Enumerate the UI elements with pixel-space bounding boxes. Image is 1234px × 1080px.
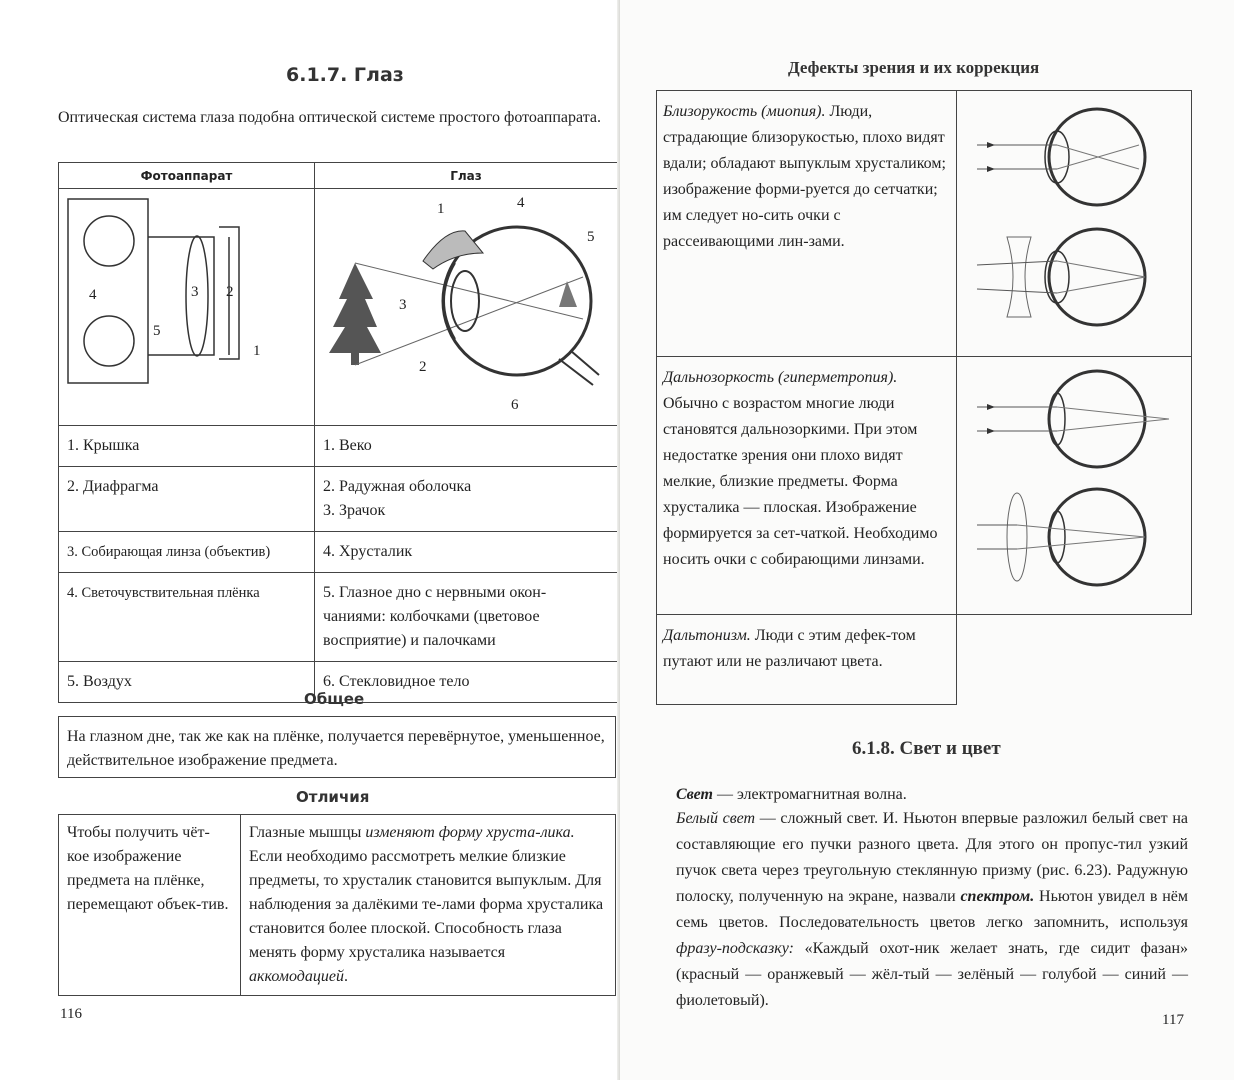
- crystalline-lens: [451, 271, 479, 331]
- diff-italic: изменяют форму хруста-лика.: [365, 824, 575, 841]
- diff-text: Если необходимо рассмотреть мелкие близкие предметы, то хрусталик становится выпуклым. Для наблюдения за далёкими те-лами форма хрусталика становится более плоской. Способность глаза менять форму хрусталика называется: [249, 848, 604, 961]
- myopia-text: [657, 91, 957, 357]
- myopia-term: Близорукость (миопия).: [663, 103, 826, 120]
- eye-part: 1. Веко: [315, 426, 618, 467]
- myopia-desc: Люди, страдающие близорукостью, плохо видят вдали; обладают выпуклым хрусталиком; изображение форми-руется до сетчатки; им следует но-сить очки с рассеивающими лин-зами.: [663, 103, 946, 250]
- film-reel-top: [84, 216, 134, 266]
- diff-italic: аккомодацией: [249, 968, 344, 985]
- eye-part-line: 3. Зрачок: [323, 502, 386, 519]
- spectrum-term: спектром.: [960, 888, 1035, 905]
- cornea: [444, 263, 455, 339]
- eye-part: 6. Стекловидное тело: [315, 662, 618, 703]
- camera-part: 5. Воздух: [59, 662, 315, 703]
- light-paragraph: [676, 782, 1188, 808]
- camera-label-4: 4: [89, 287, 97, 303]
- light-term: Свет: [676, 786, 713, 803]
- daltonism-text: [657, 615, 957, 705]
- myopia-eye-corrected: [977, 229, 1145, 325]
- table-row: [59, 532, 618, 573]
- hyperopia-eye-uncorrected: [977, 371, 1169, 467]
- intro-paragraph: Оптическая система глаза подобна оптической системе простого фотоаппарата.: [58, 109, 602, 126]
- camera-label-3: 3: [191, 284, 199, 300]
- hyperopia-term: Дальнозоркость (гиперметропия).: [663, 369, 898, 386]
- camera-diagram: [59, 189, 313, 417]
- common-heading: Общее: [304, 690, 365, 708]
- hyperopia-diagram: [957, 357, 1191, 605]
- section-title-light: 6.1.8. Свет и цвет: [852, 738, 1001, 759]
- film-reel-bottom: [84, 316, 134, 366]
- white-light-term: Белый свет: [676, 810, 756, 827]
- camera-label-5: 5: [153, 323, 161, 339]
- eye-part-line: 2. Радужная оболочка: [323, 478, 472, 495]
- page-number-right: 117: [1162, 1012, 1184, 1028]
- eye-part-line: восприятие) и палочками: [323, 632, 496, 649]
- diff-text: Глазные мышцы: [249, 824, 366, 841]
- differences-table: [58, 814, 616, 996]
- white-light-text: Ньютон увидел в нём семь цветов. Последовательность цветов легко запомнить, используя: [676, 888, 1189, 931]
- camera-diagram-cell: [59, 189, 315, 426]
- page-number-left: 116: [60, 1006, 82, 1022]
- hint-term: фразу-подсказку:: [676, 940, 794, 957]
- camera-label-1: 1: [253, 343, 261, 359]
- eye-diagram-cell: [315, 189, 618, 426]
- myopia-diagram: [957, 91, 1191, 347]
- eye-label-5: 5: [587, 229, 595, 245]
- eye-part-line: 5. Глазное дно с нервными окон-: [323, 584, 547, 601]
- eye-label-2: 2: [419, 359, 427, 375]
- diff-eye: [241, 815, 616, 996]
- myopia-diagram-cell: [957, 91, 1192, 357]
- eye-label-6: 6: [511, 397, 519, 413]
- section-title-eye: 6.1.7. Глаз: [286, 64, 404, 86]
- hyperopia-eye-corrected: [977, 489, 1145, 585]
- diff-text: .: [343, 968, 348, 985]
- daltonism-desc: Люди с этим дефек-том путают или не различают цвета.: [663, 627, 916, 670]
- hyperopia-text: [657, 357, 957, 615]
- eye-part: [315, 467, 618, 532]
- hyperopia-diagram-cell: [957, 357, 1192, 615]
- light-desc: — электромагнитная волна.: [712, 786, 907, 803]
- white-light-text: «Каждый охот-ник желает знать, где сидит фазан» (красный — оранжевый — жёл-тый — зелёный — голубой — синий — фиолетовый).: [676, 940, 1188, 1009]
- camera-body: [68, 199, 148, 383]
- common-box: На глазном дне, так же как на плёнке, получается перевёрнутое, уменьшенное, действительное изображение предмета.: [58, 716, 616, 778]
- diff-camera: Чтобы получить чёт-кое изображение предмета на плёнке, перемещают объек-тив.: [59, 815, 241, 996]
- eye-part-line: чаниями: колбочками (цветовое: [323, 608, 540, 625]
- defects-table: [656, 90, 1192, 705]
- white-light-paragraph: [676, 806, 1188, 1014]
- camera-part: 2. Диафрагма: [59, 467, 315, 532]
- myopia-eye-uncorrected: [977, 109, 1145, 205]
- comparison-table: [58, 162, 618, 703]
- table-row: [59, 573, 618, 662]
- white-light-text: — сложный свет. И. Ньютон впервые разложил белый свет на составляющие его пучки разного цвета. Для этого он пропус-тил узкий пучок света через треугольную стеклянную призму (рис. 6.23). Радужную полоску, полученную на экране, назвали: [676, 810, 1188, 905]
- camera-part: 4. Светочувствительная плёнка: [59, 573, 315, 662]
- daltonism-empty-cell: [957, 615, 1192, 705]
- table-row: [59, 426, 618, 467]
- header-camera: Фотоаппарат: [59, 163, 315, 189]
- diverging-lens: [1007, 237, 1031, 317]
- defects-title: Дефекты зрения и их коррекция: [788, 58, 1040, 77]
- daltonism-term: Дальтонизм.: [663, 627, 751, 644]
- differences-heading: Отличия: [296, 788, 370, 806]
- eye-diagram: [315, 189, 617, 417]
- camera-part: 3. Собирающая линза (объектив): [59, 532, 315, 573]
- hyperopia-desc: Обычно с возрастом многие люди становятся дальнозоркими. При этом недостатке зрения они плохо видят мелкие, близкие предметы. Форма хрусталика — плоская. Изображение формируется за сет-чаткой. Необходимо носить очки с собирающими линзами.: [663, 395, 938, 568]
- eye-label-4: 4: [517, 195, 525, 211]
- eye-part: 4. Хрусталик: [315, 532, 618, 573]
- camera-label-2: 2: [226, 284, 234, 300]
- tree-object: [329, 263, 381, 365]
- eye-part: [315, 573, 618, 662]
- eye-label-3: 3: [399, 297, 407, 313]
- camera-part: 1. Крышка: [59, 426, 315, 467]
- header-eye: Глаз: [315, 163, 618, 189]
- converging-lens: [1007, 493, 1027, 581]
- eye-label-1: 1: [437, 201, 445, 217]
- light-ray-bottom: [355, 277, 583, 365]
- table-row: [59, 467, 618, 532]
